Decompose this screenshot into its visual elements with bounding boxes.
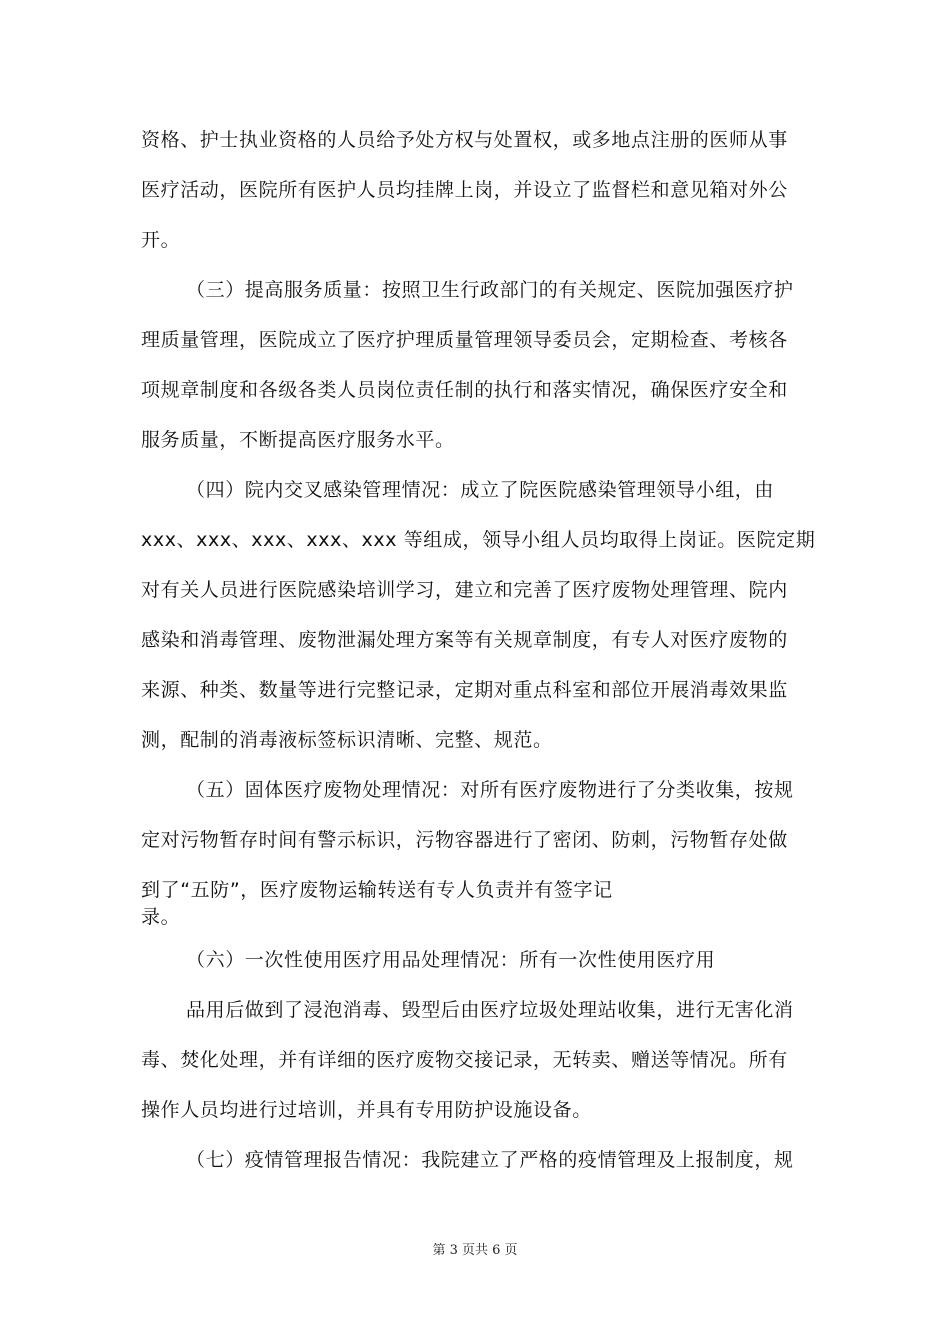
page-number-footer: 第 3 页共 6 页	[432, 1243, 518, 1258]
paragraph-line: 品用后做到了浸泡消毒、毁型后由医疗垃圾处理站收集，进行无害化消	[186, 999, 794, 1021]
paragraph-line: 理质量管理，医院成立了医疗护理质量管理领导委员会，定期检查、考核各	[141, 329, 788, 351]
section-5-heading-line: （五）固体医疗废物处理情况：对所有医疗废物进行了分类收集，按规	[186, 779, 794, 801]
paragraph-line: 开。	[141, 229, 181, 251]
paragraph-line: 录。	[141, 906, 181, 928]
section-3-heading-line: （三）提高服务质量：按照卫生行政部门的有关规定、医院加强医疗护	[186, 279, 794, 301]
paragraph-line: 医疗活动，医院所有医护人员均挂牌上岗，并设立了监督栏和意见箱对外公	[141, 179, 788, 201]
paragraph-line: 资格、护士执业资格的人员给予处方权与处置权，或多地点注册的医师从事	[141, 129, 788, 151]
paragraph-line: 对有关人员进行医院感染培训学习，建立和完善了医疗废物处理管理、院内	[141, 579, 788, 601]
paragraph-line: 来源、种类、数量等进行完整记录，定期对重点科室和部位开展消毒效果监	[141, 679, 788, 701]
paragraph-line: 毒、焚化处理，并有详细的医疗废物交接记录，无转卖、赠送等情况。所有	[141, 1049, 788, 1071]
section-6-heading-line: （六）一次性使用医疗用品处理情况：所有一次性使用医疗用	[186, 949, 716, 971]
paragraph-line: 到了“五防”，医疗废物运输转送有专人负责并有签字记	[141, 879, 613, 901]
paragraph-line: 服务质量，不断提高医疗服务水平。	[141, 429, 455, 451]
paragraph-line: 感染和消毒管理、废物泄漏处理方案等有关规章制度，有专人对医疗废物的	[141, 629, 788, 651]
section-4-heading-line: （四）院内交叉感染管理情况：成立了院医院感染管理领导小组，由	[186, 479, 775, 501]
section-7-heading-line: （七）疫情管理报告情况：我院建立了严格的疫情管理及上报制度，规	[186, 1149, 794, 1171]
paragraph-line: 定对污物暂存时间有警示标识，污物容器进行了密闭、防刺，污物暂存处做	[141, 829, 788, 851]
paragraph-line: xxx、xxx、xxx、xxx、xxx 等组成，领导小组人员均取得上岗证。医院定期	[141, 529, 816, 551]
paragraph-line: 测，配制的消毒液标签标识清晰、完整、规范。	[141, 729, 553, 751]
paragraph-line: 项规章制度和各级各类人员岗位责任制的执行和落实情况，确保医疗安全和	[141, 379, 788, 401]
paragraph-line: 操作人员均进行过培训，并具有专用防护设施设备。	[141, 1099, 592, 1121]
